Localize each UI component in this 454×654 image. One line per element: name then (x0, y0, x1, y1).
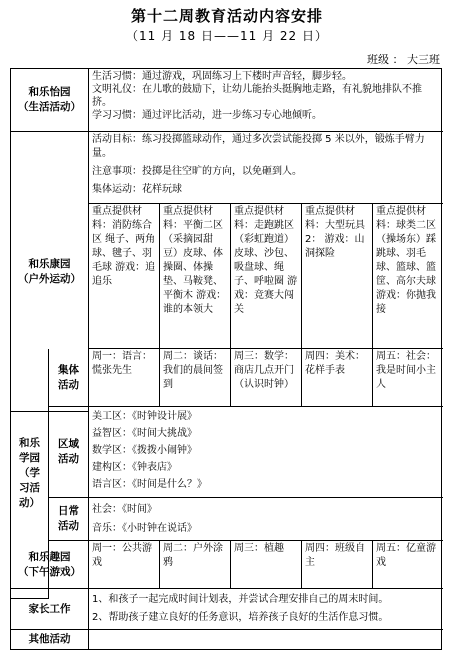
page-title: 第十二周教育活动内容安排 (130, 7, 323, 25)
fun-section-label: 和乐趣园 （下午游戏） (11, 541, 89, 589)
life-section-label: 和乐怡园 （生活活动） (11, 69, 89, 132)
group-day-mon: 周一：语言：慌张先生 (89, 349, 160, 407)
daily-activity-label: 日常 活动 (49, 498, 89, 541)
outdoor-area-1: 重点提供材料：消防练合区 绳子、两角球、毽子、羽毛球 游戏：追追乐 (89, 204, 160, 349)
life-section-content: 生活习惯：通过游戏，巩固练习上下楼时声音轻，脚步轻。 文明礼仪：在儿歌的鼓励下，让幼儿能抬头挺胸地走路，有礼貌地排队不推挤。 学习习惯：通过评比活动，进一步练习专心地倾听。 (89, 69, 443, 132)
fun-day-fri: 周五：亿童游戏 (373, 541, 443, 589)
other-section-content (89, 630, 443, 649)
group-day-wed: 周三：数学：商店几点开门（认识时钟） (231, 349, 302, 407)
group-day-fri: 周五：社会：我是时间小主人 (373, 349, 443, 407)
parents-section-content: 1、和孩子一起完成时间计划表，并尝试合理安排自己的周末时间。 2、帮助孩子建立良好的任务意识，培养孩子良好的生活作息习惯。 (89, 589, 443, 630)
group-activity-label: 集体 活动 (49, 349, 89, 407)
group-day-tue: 周二：谈话：我们的晨间签到 (160, 349, 231, 407)
outdoor-area-3: 重点提供材料：走跑跳区（彩虹跑道）皮球、沙包、吸盘球、绳子、呼啦圈 游戏：竞赛大闯关 (231, 204, 302, 349)
fun-day-tue: 周二：户外涂鸦 (160, 541, 231, 589)
fun-day-mon: 周一：公共游戏 (89, 541, 160, 589)
schedule-table (10, 68, 442, 650)
outdoor-section-label: 和乐康园 （户外运动） (11, 132, 89, 412)
class-label: 班级 ： 大三班 (367, 53, 440, 66)
outdoor-area-4: 重点提供材料：大型玩具2： 游戏：山洞探险 (302, 204, 373, 349)
date-range: （11 月 18 日——11 月 22 日） (126, 29, 328, 43)
group-day-thu: 周四：美术：花样手表 (302, 349, 373, 407)
outdoor-goals: 活动目标：练习投掷篮球动作，通过多次尝试能投掷 5 米以外，锻炼手臂力量。 注意事项：投掷是往空旷的方向，以免砸到人。 集体运动：花样玩球 (89, 132, 443, 204)
parents-section-label: 家长工作 (11, 589, 89, 630)
outdoor-area-5: 重点提供材料：球类二区（操场东）踩跳球、羽毛球、篮球、篮筐、高尔夫球 游戏：你抛我接 (373, 204, 443, 349)
area-activity-label: 区域 活动 (49, 407, 89, 498)
area-activity-content: 美工区：《时钟设计展》 益智区：《时间大挑战》 数学区：《拨拨小闹钟》 建构区：《钟表店》 语言区：《时间是什么？》 (89, 407, 443, 498)
other-section-label: 其他活动 (11, 630, 89, 649)
daily-activity-content: 社会：《时间》 音乐：《小时钟在说话》 (89, 498, 443, 541)
fun-day-wed: 周三：植趣 (231, 541, 302, 589)
learning-section-label: 和乐 学园 （学 习活 动） (11, 349, 49, 599)
fun-day-thu: 周四：班级自主 (302, 541, 373, 589)
outdoor-area-2: 重点提供材料：平衡二区（采摘园甜豆）皮球、体操圈、体操垫、马鞍凳、平衡木 游戏：谁的本领大 (160, 204, 231, 349)
